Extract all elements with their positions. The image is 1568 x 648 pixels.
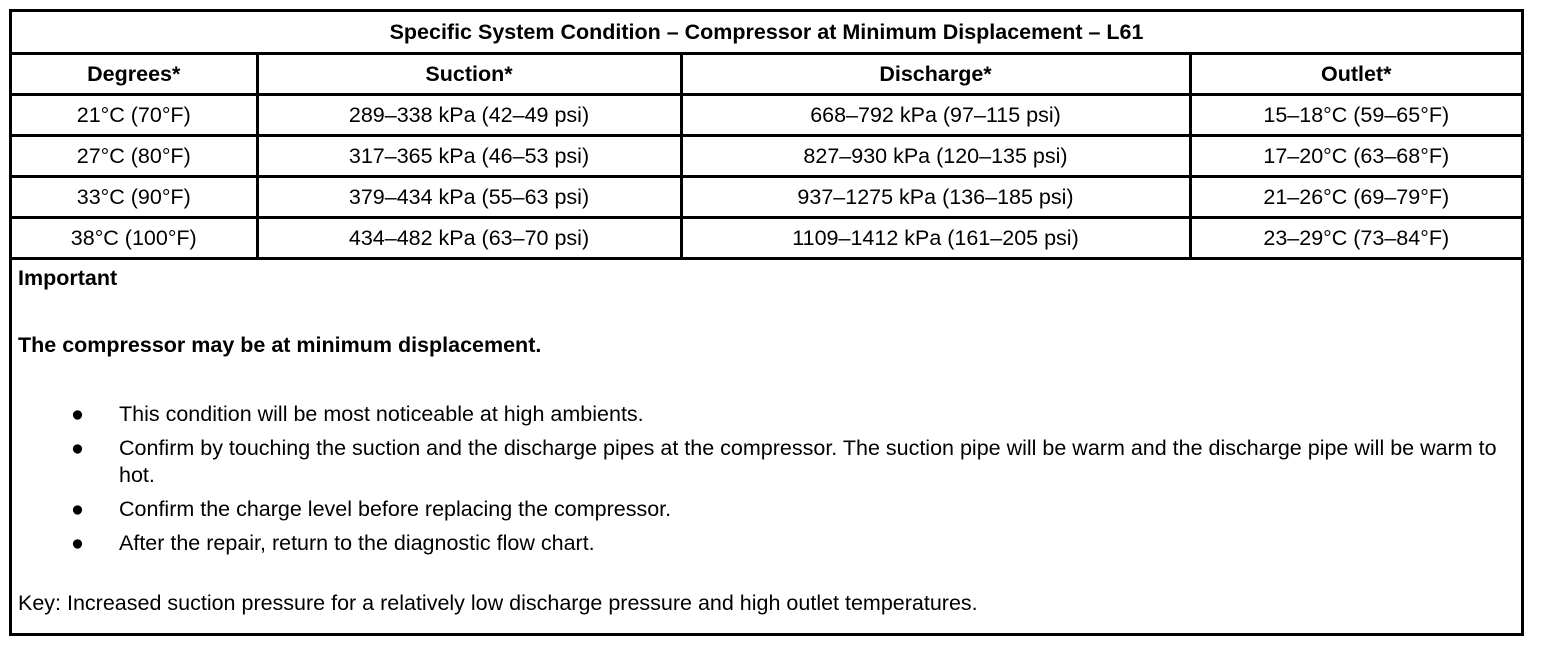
header-outlet: Outlet* — [1190, 54, 1521, 95]
bullet-icon: ● — [71, 497, 84, 521]
bullet-icon: ● — [71, 436, 84, 460]
notes-section — [12, 260, 1521, 616]
list-item-text: After the repair, return to the diagnostic flow chart. — [119, 531, 595, 555]
spec-table — [12, 12, 1521, 260]
condition-document — [9, 9, 1524, 636]
key-note: Key: Increased suction pressure for a relatively low discharge pressure and high outlet temperatures. — [18, 591, 978, 615]
list-item — [18, 496, 1515, 523]
bullet-icon: ● — [71, 402, 84, 426]
important-heading: Important — [18, 266, 118, 290]
cell-discharge: 937–1275 kPa (136–185 psi) — [681, 177, 1190, 218]
cell-discharge: 1109–1412 kPa (161–205 psi) — [681, 218, 1190, 259]
bullet-icon: ● — [71, 531, 84, 555]
table-row — [12, 177, 1521, 218]
table-header-row — [12, 54, 1521, 95]
cell-outlet: 21–26°C (69–79°F) — [1190, 177, 1521, 218]
list-item — [18, 530, 1515, 557]
cell-suction: 317–365 kPa (46–53 psi) — [257, 136, 681, 177]
table-title: Specific System Condition – Compressor at Minimum Displacement – L61 — [12, 12, 1521, 54]
cell-degrees: 21°C (70°F) — [12, 95, 257, 136]
table-row — [12, 136, 1521, 177]
cell-degrees: 38°C (100°F) — [12, 218, 257, 259]
cell-suction: 434–482 kPa (63–70 psi) — [257, 218, 681, 259]
table-row — [12, 95, 1521, 136]
list-item-text: This condition will be most noticeable at high ambients. — [119, 402, 644, 426]
list-item — [18, 435, 1515, 489]
cell-suction: 289–338 kPa (42–49 psi) — [257, 95, 681, 136]
cell-degrees: 33°C (90°F) — [12, 177, 257, 218]
list-item-text: Confirm by touching the suction and the discharge pipes at the compressor. The suction pipe will be warm and the discharge pipe will be warm to hot. — [119, 436, 1497, 487]
important-statement: The compressor may be at minimum displacement. — [18, 333, 542, 357]
header-suction: Suction* — [257, 54, 681, 95]
list-item — [18, 401, 1515, 428]
table-row — [12, 218, 1521, 259]
header-degrees: Degrees* — [12, 54, 257, 95]
cell-discharge: 668–792 kPa (97–115 psi) — [681, 95, 1190, 136]
cell-degrees: 27°C (80°F) — [12, 136, 257, 177]
table-title-row — [12, 12, 1521, 54]
cell-outlet: 23–29°C (73–84°F) — [1190, 218, 1521, 259]
cell-discharge: 827–930 kPa (120–135 psi) — [681, 136, 1190, 177]
cell-outlet: 17–20°C (63–68°F) — [1190, 136, 1521, 177]
header-discharge: Discharge* — [681, 54, 1190, 95]
cell-outlet: 15–18°C (59–65°F) — [1190, 95, 1521, 136]
list-item-text: Confirm the charge level before replacing the compressor. — [119, 497, 672, 521]
cell-suction: 379–434 kPa (55–63 psi) — [257, 177, 681, 218]
bullet-list — [18, 401, 1515, 557]
